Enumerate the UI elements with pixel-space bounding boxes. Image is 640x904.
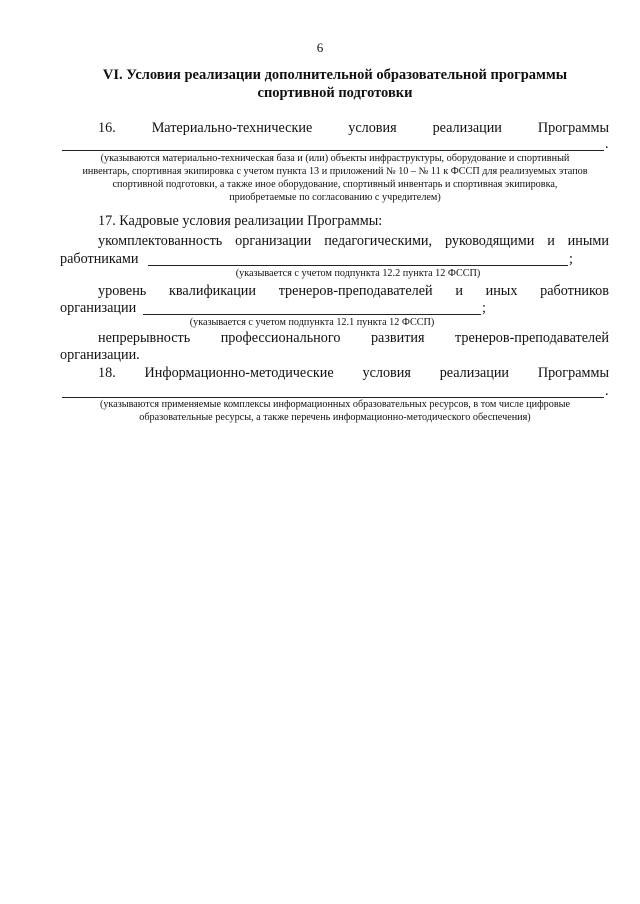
item-18-note-line: (указываются применяемые комплексы информационных образовательных ресурсов, в том числе цифровые: [99, 399, 571, 410]
staffing-word: укомплектованность: [98, 233, 223, 249]
item-16-end-punct: .: [605, 136, 609, 152]
staffing-punct: ;: [569, 251, 573, 267]
staffing-word: педагогическими,: [324, 233, 433, 249]
continuity-word: профессионального: [220, 330, 341, 346]
section-title-line-1: VI. Условия реализации дополнительной образовательной программы: [102, 67, 568, 83]
continuity-word: развития: [370, 330, 425, 346]
qualification-note: (указывается с учетом подпункта 12.1 пункта 12 ФССП): [189, 317, 435, 328]
item-18-word: 18.: [98, 365, 116, 381]
staffing-word: организации: [235, 233, 312, 249]
page-number: 6: [316, 40, 324, 55]
staffing-word: руководящими: [444, 233, 535, 249]
staffing-word: и: [547, 233, 555, 249]
item-18-fill-line: [62, 397, 604, 398]
item-18-word: Информационно-методические: [144, 365, 334, 381]
continuity-line-1: [98, 330, 609, 347]
item-18-note-line: образовательные ресурсы, а также перечень информационно-методического обеспечения): [139, 412, 531, 423]
staffing-line-1: [98, 233, 609, 250]
item-16-word: реализации: [432, 120, 502, 136]
item-16-word: Программы: [537, 120, 609, 136]
qualification-fill-line: [143, 314, 481, 315]
continuity-word: тренеров-преподавателей: [455, 330, 609, 346]
qualification-line-1: [98, 283, 609, 300]
staffing-line-2: работниками: [60, 251, 139, 267]
item-16-line: [98, 120, 609, 137]
qualification-word: иных: [485, 283, 518, 299]
qualification-word: тренеров-преподавателей: [278, 283, 433, 299]
item-16-note-line: приобретаемые по согласованию с учредителем): [229, 192, 441, 203]
item-16-note-line: инвентарь, спортивная экипировка с учетом пункта 13 и приложений № 10 – № 11 к ФССП для реализуемых этапов: [82, 166, 588, 177]
qualification-punct: ;: [482, 300, 486, 316]
staffing-note: (указывается с учетом подпункта 12.2 пункта 12 ФССП): [235, 268, 481, 279]
item-18-word: условия: [362, 365, 411, 381]
qualification-word: квалификации: [168, 283, 256, 299]
item-16-word: условия: [348, 120, 397, 136]
item-16-note-line: (указываются материально-техническая база и (или) объекты инфраструктуры, оборудование и спортивный: [100, 153, 570, 164]
continuity-line-2: организации.: [60, 347, 140, 363]
qualification-word: работников: [540, 283, 609, 299]
item-16-word: Материально-технические: [151, 120, 313, 136]
item-18-end-punct: .: [605, 383, 609, 399]
item-16-fill-line: [62, 150, 604, 151]
staffing-word: иными: [567, 233, 609, 249]
item-16-note-line: спортивной подготовки, а также иное оборудование, спортивный инвентарь и спортивная экипировка,: [112, 179, 558, 190]
item-17-title: 17. Кадровые условия реализации Программы:: [98, 213, 383, 229]
continuity-word: непрерывность: [98, 330, 191, 346]
item-18-word: Программы: [537, 365, 609, 381]
qualification-line-2: организации: [60, 300, 137, 316]
qualification-word: уровень: [98, 283, 147, 299]
item-16-word: 16.: [98, 120, 116, 136]
item-18-line: [98, 365, 609, 382]
section-title-line-2: спортивной подготовки: [257, 85, 413, 101]
item-18-word: реализации: [439, 365, 510, 381]
qualification-word: и: [455, 283, 463, 299]
staffing-fill-line: [148, 265, 568, 266]
